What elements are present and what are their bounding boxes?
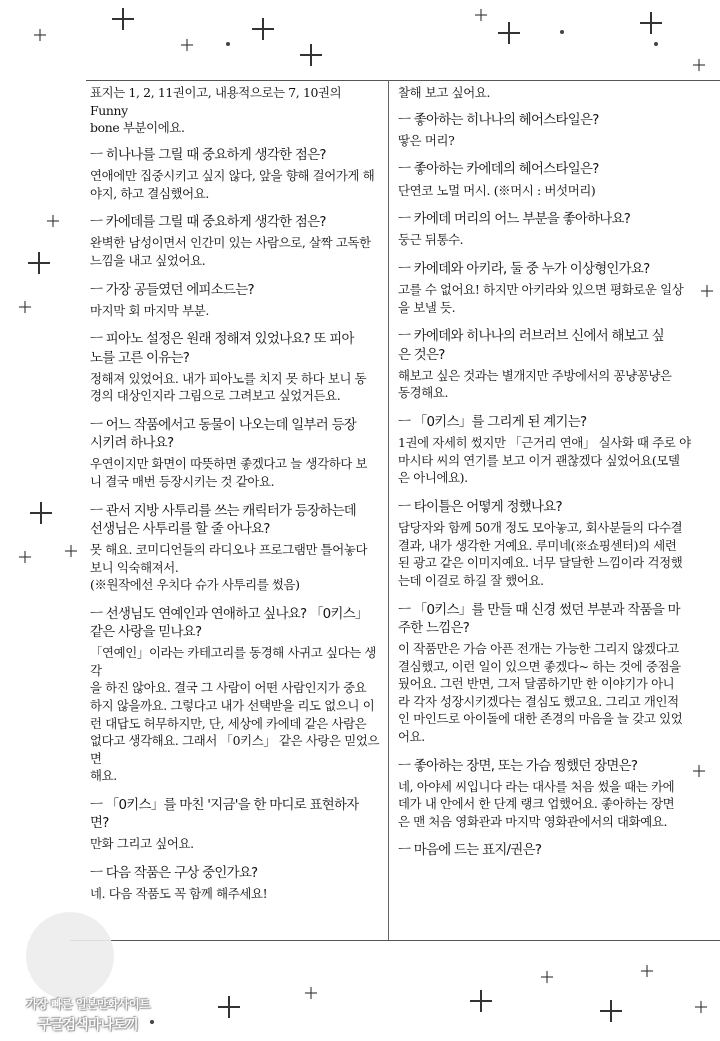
left-column [90,84,382,915]
answer-line: 없다고 생각해요. 그래서 「0키스」 같은 사랑은 믿었으면 [90,733,380,766]
answer-line: 네. 다음 작품도 꼭 함께 해주세요! [90,886,268,902]
column-divider [388,80,389,940]
answer [90,234,382,269]
answer-line: 은 아니에요). [398,470,468,486]
answer [90,835,382,853]
answer [398,281,710,316]
answer-line: 담당자와 함께 50개 정도 모아놓고, 회사분들의 다수결 [398,520,683,536]
qa-block [90,214,382,269]
qa-block [398,499,710,590]
question-line: ㅡ 어느 작품에서고 동물이 나오는데 일부러 등장 [90,417,357,433]
answer-line: 못 해요. 코미디언들의 라디오나 프로그램만 틀어놓다 [90,541,368,557]
answer-line: 경의 대상인지라 그림으로 그려보고 싶었거든요. [90,388,341,404]
answer-line: 은 맨 처음 영화관과 마지막 영화관에서의 대화예요. [398,813,668,829]
answer-line: 뒀어요. 그런 반면, 그저 달콤하기만 한 이야기가 아니 [398,676,675,692]
intro-line: 표지는 1, 2, 11권이고, 내용적으로는 7, 10권의 Funny [90,85,342,118]
answer-line: 을 하진 않아요. 결국 그 사람이 어떤 사람인지가 중요 [90,680,367,696]
qa-block [398,84,710,102]
qa-block [90,282,382,320]
answer [90,370,382,405]
watermark-line: 구글검색마나토끼 [37,1017,139,1033]
answer-line: 된 광고 같은 이미지예요. 너무 달달한 느낌이라 걱정했 [398,555,683,571]
right-column [398,84,710,873]
sparkle-icon [19,551,31,563]
qa-block [90,606,382,785]
answer-line: 연애에만 집중시키고 싶지 않다, 앞을 향해 걸어가게 해 [90,167,375,183]
answer [398,132,710,150]
answer-line: 하지 않을까요. 그렇다고 내가 선택받을 리도 없으니 이 [90,697,375,713]
qa-block [398,211,710,249]
qa-block [398,842,710,860]
qa-block [398,261,710,316]
answer [90,541,382,594]
answer [398,182,710,200]
answer-line: 만화 그리고 싶어요. [90,836,194,852]
question-line: ㅡ 「0키스」를 마친 '지금'을 한 마디로 표현하자 [90,797,359,813]
watermark-mascot-icon [26,912,114,1000]
answer [398,640,710,746]
top-rule [86,80,720,81]
answer-line: 느낌을 내고 싶었어요. [90,252,206,268]
question-line: ㅡ 카에데와 히나나의 러브러브 신에서 해보고 싶 [398,329,665,345]
answer [398,434,710,487]
answer-line: 땋은 머리? [398,132,455,148]
intro-line: bone 부분이에요. [90,120,185,136]
answer-line: 마지막 회 마지막 부분. [90,302,209,318]
sparkle-icon [693,59,705,71]
sparkle-icon [600,1000,622,1022]
answer-line: 어요. [398,728,425,744]
answer-line: 정해져 있었어요. 내가 피아노를 치지 못 하다 보니 동 [90,370,367,386]
watermark-line: 가장 빠른 일본만화사이트 [26,997,150,1011]
answer-line: 해요. [90,768,117,784]
answer-line: 이 작품만은 가슴 아픈 전개는 가능한 그리지 않겠다고 [398,640,679,656]
answer-line: 고를 수 없어요! 하지만 아키라와 있으면 평화로운 일상 [398,282,684,298]
question-line: ㅡ 「0키스」를 만들 때 신경 썼던 부분과 작품을 마 [398,602,680,618]
answer-line: 야지, 하고 결심했어요. [90,185,209,201]
sparkle-icon [470,990,492,1012]
question-line: ㅡ 좋아하는 장면, 또는 가슴 찡했던 장면은? [398,758,638,774]
qa-block [90,147,382,202]
answer-line: 우연이지만 화면이 따뜻하면 좋겠다고 늘 생각하다 보 [90,456,368,472]
answer [398,367,710,402]
question-line: ㅡ 다음 작품은 구상 중인가요? [90,865,258,881]
sparkle-icon [218,996,240,1018]
answer-line: 결과, 내가 생각한 거예요. 루미네(※쇼핑센터)의 세련 [398,537,677,553]
sparkle-icon [65,545,77,557]
answer-line: 데가 내 안에서 한 단계 랭크 업했어요. 좋아하는 장면 [398,796,675,812]
question-line: ㅡ 좋아하는 히나나의 헤어스타일은? [398,112,599,128]
answer [90,302,382,320]
question-line: ㅡ 선생님도 연예인과 연애하고 싶나요? 「0키스」 [90,606,368,622]
qa-block [90,417,382,491]
qa-block [398,112,710,150]
question-line: ㅡ 가장 공들였던 에피소드는? [90,282,254,298]
qa-block [398,328,710,402]
sparkle-icon [181,39,193,51]
answer [90,455,382,490]
answer [90,885,382,903]
sparkle-icon [541,971,553,983]
answer [90,167,382,202]
sparkle-icon [475,9,487,21]
sparkle-icon [19,301,31,313]
answer-line: 는데 이걸로 하길 잘 했어요. [398,572,544,588]
question-line: ㅡ 관서 지방 사투리를 쓰는 캐릭터가 등장하는데 [90,503,357,519]
answer-line: 1권에 자세히 썼지만 「근거리 연애」 실사화 때 주로 야 [398,435,691,451]
answer-line: 을 보낼 듯. [398,299,456,315]
question-line: ㅡ 카에데와 아키라, 둘 중 누가 이상형인가요? [398,261,650,277]
qa-block [398,758,710,831]
answer-line: 결심했고, 이런 일이 있으면 좋겠다~ 하는 것에 중점을 [398,658,681,674]
sparkle-icon [34,29,46,41]
sparkle-icon [300,44,322,66]
intro-paragraph [90,84,382,137]
sparkle-icon [112,8,134,30]
answer [398,84,710,102]
answer-line: 동경해요. [398,385,449,401]
sparkle-icon [498,22,520,44]
answer-line: 완벽한 남성이면서 인간미 있는 사람으로, 살짝 고독한 [90,235,371,251]
answer-line: (※원작에선 우치다 슈가 사투리를 썼음) [90,577,300,593]
sparkle-icon [30,502,52,524]
question-line: ㅡ 타이틀은 어떻게 정했나요? [398,499,562,515]
answer [398,231,710,249]
sparkle-icon [305,987,317,999]
answer-line: 라 각자 성장시키겠다는 결심도 했고요. 그리고 개인적 [398,693,679,709]
answer-line: 니 결국 매번 등장시키는 것 같아요. [90,473,275,489]
sparkle-icon [252,18,274,40]
sparkle-icon [640,12,662,34]
qa-block [398,602,710,746]
question-line: ㅡ 히나나를 그릴 때 중요하게 생각한 점은? [90,147,326,163]
answer [90,644,382,785]
answer-line: 찰해 보고 싶어요. [398,85,491,100]
sparkle-icon [695,1001,707,1013]
question-line: 노를 고른 이유는? [90,350,190,366]
answer-line: 둥근 뒤통수. [398,232,464,248]
answer-line: 마시타 씨의 연기를 보고 이거 괜찮겠다 싶었어요(모델 [398,452,680,468]
answer-line: 네, 아야세 씨입니다 라는 대사를 처음 썼을 때는 카에 [398,778,675,794]
question-line: ㅡ 피아노 설정은 원래 정해져 있었나요? 또 피아 [90,332,354,348]
qa-block [90,797,382,853]
sparkle-icon [28,252,50,274]
sparkle-icon [47,215,59,227]
answer-line: 런 대답도 허무하지만, 단, 세상에 카에데 같은 사람은 [90,715,367,731]
decor-dot [560,30,564,34]
question-line: 은 것은? [398,347,445,363]
question-line: ㅡ 카에데를 그릴 때 중요하게 생각한 점은? [90,215,326,231]
answer-line: 인 마인드로 아이돌에 대한 존경의 마음을 늘 갖고 있었 [398,711,683,727]
question-line: 시키려 하나요? [90,436,174,452]
question-line: 면? [90,816,109,832]
question-line: ㅡ 좋아하는 카에데의 헤어스타일은? [398,162,599,178]
answer-line: 보니 익숙해져서. [90,559,179,575]
question-line: ㅡ 마음에 드는 표지/권은? [398,843,542,859]
site-watermark [8,912,168,1032]
qa-block [90,503,382,594]
decor-dot [654,42,658,46]
answer-line: 「연예인」이라는 카테고리를 동경해 사귀고 싶다는 생각 [90,645,377,678]
answer-line: 단연코 노멀 머시. (※머시 : 버섯머리) [398,182,596,198]
qa-block [90,865,382,903]
question-line: 주한 느낌은? [398,620,470,636]
question-line: 선생님은 사투리를 할 줄 아나요? [90,521,270,537]
answer [398,519,710,589]
question-line: ㅡ 「0키스」를 그리게 된 계기는? [398,414,587,430]
qa-block [398,414,710,487]
answer [398,778,710,831]
qa-block [398,161,710,199]
question-line: 같은 사랑을 믿나요? [90,624,202,640]
answer-line: 해보고 싶은 것과는 별개지만 주방에서의 꽁냥꽁냥은 [398,367,672,383]
sparkle-icon [641,965,653,977]
question-line: ㅡ 카에데 머리의 어느 부분을 좋아하나요? [398,212,631,228]
decor-dot [226,42,230,46]
qa-block [90,331,382,405]
